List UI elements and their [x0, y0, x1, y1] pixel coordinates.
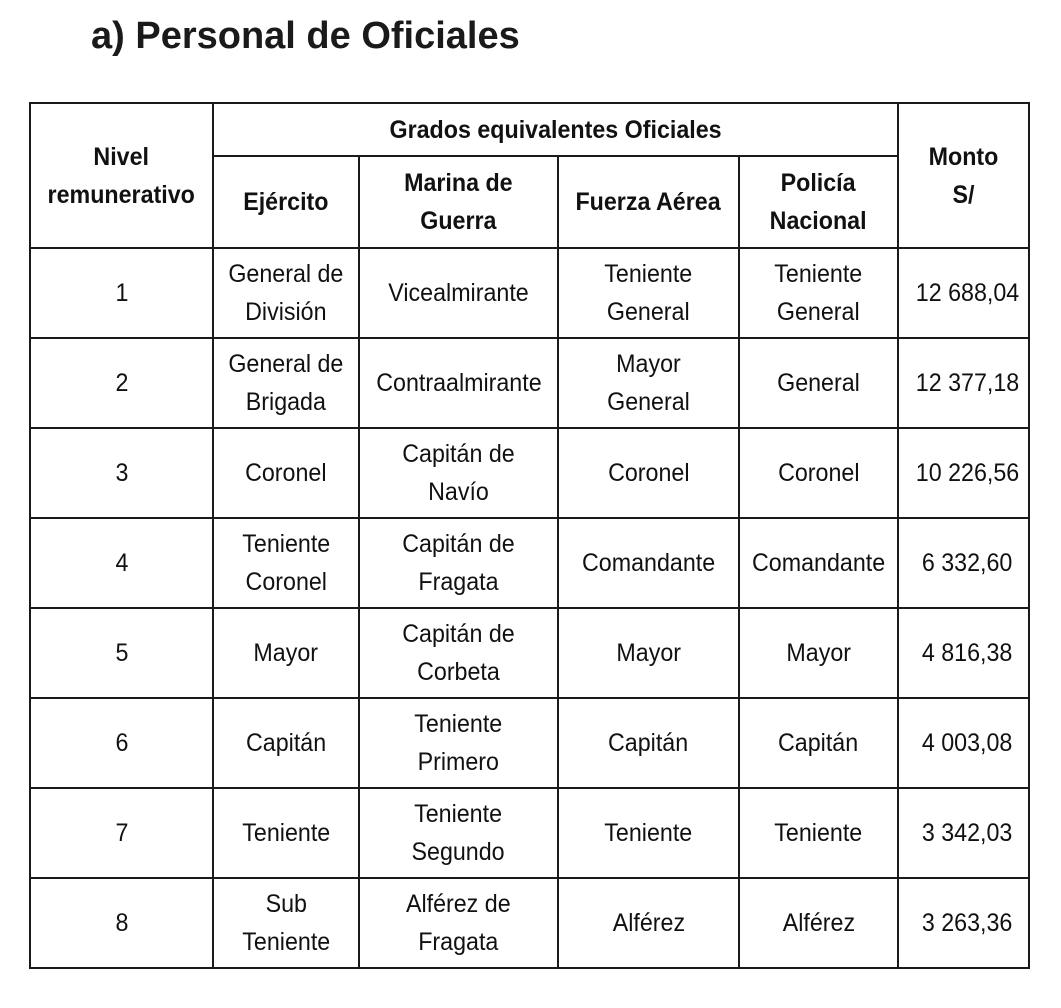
- cell-monto: [898, 608, 1029, 698]
- cell-text: 10 226,56: [915, 459, 1020, 487]
- cell-text: Comandante: [581, 549, 716, 577]
- header-monto-label: Monto S/: [928, 142, 999, 209]
- cell-monto: [898, 698, 1029, 788]
- table-header: [30, 103, 1029, 248]
- cell-policia: [739, 788, 898, 878]
- cell-text: Alférez: [782, 909, 855, 937]
- cell-text: Teniente: [604, 819, 693, 847]
- cell-nivel: [30, 338, 213, 428]
- cell-text: Coronel: [777, 459, 860, 487]
- cell-text: 4 816,38: [921, 639, 1013, 667]
- cell-nivel: [30, 788, 213, 878]
- cell-fuerza-aerea: [558, 428, 739, 518]
- table-row: [30, 788, 1029, 878]
- cell-text: 2: [115, 369, 128, 397]
- cell-ejercito: [213, 698, 359, 788]
- cell-text: Mayor: [786, 639, 851, 667]
- cell-text: Teniente Primero: [414, 710, 503, 776]
- cell-ejercito: [213, 518, 359, 608]
- cell-text: Teniente: [242, 819, 330, 847]
- header-policia-label: Policía Nacional: [770, 169, 867, 235]
- cell-text: Teniente General: [774, 260, 863, 326]
- table-row: [30, 248, 1029, 338]
- cell-text: General: [777, 369, 860, 397]
- cell-text: 7: [115, 819, 128, 847]
- cell-text: General de División: [228, 260, 344, 326]
- cell-policia: [739, 518, 898, 608]
- cell-marina: [359, 248, 558, 338]
- cell-policia: [739, 248, 898, 338]
- cell-policia: [739, 698, 898, 788]
- table-row: [30, 698, 1029, 788]
- header-row-top: [30, 103, 1029, 156]
- table-row: [30, 878, 1029, 968]
- cell-policia: [739, 428, 898, 518]
- cell-monto: [898, 428, 1029, 518]
- table-row: [30, 338, 1029, 428]
- header-marina-de-guerra: [359, 156, 558, 248]
- cell-nivel: [30, 428, 213, 518]
- cell-text: Teniente Segundo: [411, 800, 506, 866]
- cell-marina: [359, 428, 558, 518]
- header-fuerza-aerea: [558, 156, 739, 248]
- cell-monto: [898, 788, 1029, 878]
- cell-text: Alférez: [612, 909, 685, 937]
- cell-text: 6: [115, 729, 128, 757]
- cell-marina: [359, 518, 558, 608]
- cell-fuerza-aerea: [558, 518, 739, 608]
- cell-text: 1: [115, 279, 128, 307]
- cell-text: Teniente: [774, 819, 863, 847]
- cell-text: Coronel: [607, 459, 690, 487]
- cell-text: 5: [115, 639, 128, 667]
- table-row: [30, 428, 1029, 518]
- cell-text: 8: [115, 909, 128, 937]
- cell-nivel: [30, 608, 213, 698]
- cell-text: Capitán de Corbeta: [402, 620, 515, 686]
- cell-text: 4: [115, 549, 128, 577]
- header-nivel-remunerativo: [30, 103, 213, 248]
- cell-text: Mayor: [616, 639, 681, 667]
- cell-text: General de Brigada: [228, 350, 344, 416]
- cell-nivel: [30, 518, 213, 608]
- cell-marina: [359, 608, 558, 698]
- cell-text: Mayor: [253, 639, 319, 667]
- cell-text: 3 263,36: [921, 909, 1013, 937]
- cell-monto: [898, 248, 1029, 338]
- cell-text: Capitán: [608, 729, 689, 757]
- cell-text: 3 342,03: [921, 819, 1013, 847]
- cell-fuerza-aerea: [558, 698, 739, 788]
- cell-nivel: [30, 248, 213, 338]
- cell-text: 6 332,60: [921, 549, 1013, 577]
- header-grados-label: Grados equivalentes Oficiales: [389, 115, 722, 144]
- cell-marina: [359, 878, 558, 968]
- header-monto: [898, 103, 1029, 248]
- cell-text: 12 688,04: [915, 279, 1020, 307]
- cell-fuerza-aerea: [558, 338, 739, 428]
- cell-monto: [898, 338, 1029, 428]
- page-title: a) Personal de Oficiales: [91, 15, 520, 57]
- table-body: [30, 248, 1029, 968]
- cell-text: 12 377,18: [915, 369, 1020, 397]
- cell-text: Sub Teniente: [242, 890, 330, 956]
- cell-marina: [359, 698, 558, 788]
- cell-fuerza-aerea: [558, 608, 739, 698]
- header-policia-nacional: [739, 156, 898, 248]
- cell-ejercito: [213, 608, 359, 698]
- cell-text: Capitán de Fragata: [402, 530, 515, 596]
- cell-text: Contraalmirante: [375, 369, 542, 397]
- cell-text: Mayor General: [607, 350, 690, 416]
- header-nivel-label: Nivel remunerativo: [47, 142, 196, 209]
- cell-text: Comandante: [751, 549, 886, 577]
- table-row: [30, 608, 1029, 698]
- cell-monto: [898, 878, 1029, 968]
- cell-nivel: [30, 698, 213, 788]
- cell-text: Capitán: [245, 729, 327, 757]
- cell-text: Coronel: [245, 459, 327, 487]
- header-grados-equivalentes: [213, 103, 898, 156]
- cell-fuerza-aerea: [558, 878, 739, 968]
- cell-ejercito: [213, 428, 359, 518]
- header-ejercito-label: Ejército: [243, 188, 329, 216]
- cell-text: Teniente Coronel: [242, 530, 330, 596]
- cell-ejercito: [213, 788, 359, 878]
- cell-text: 4 003,08: [921, 729, 1013, 757]
- cell-nivel: [30, 878, 213, 968]
- cell-ejercito: [213, 338, 359, 428]
- cell-text: Capitán de Navío: [402, 440, 515, 506]
- cell-ejercito: [213, 878, 359, 968]
- cell-policia: [739, 878, 898, 968]
- cell-fuerza-aerea: [558, 788, 739, 878]
- cell-policia: [739, 338, 898, 428]
- header-marina-label: Marina de Guerra: [404, 169, 513, 235]
- cell-fuerza-aerea: [558, 248, 739, 338]
- cell-ejercito: [213, 248, 359, 338]
- salary-table: [29, 102, 1030, 969]
- cell-text: Capitán: [778, 729, 859, 757]
- cell-marina: [359, 788, 558, 878]
- cell-policia: [739, 608, 898, 698]
- table-row: [30, 518, 1029, 608]
- cell-marina: [359, 338, 558, 428]
- cell-text: 3: [115, 459, 128, 487]
- cell-text: Teniente General: [604, 260, 693, 326]
- header-fuerza-aerea-label: Fuerza Aérea: [575, 188, 722, 216]
- header-ejercito: [213, 156, 359, 248]
- cell-text: Vicealmirante: [388, 279, 529, 307]
- cell-text: Alférez de Fragata: [406, 890, 511, 956]
- cell-monto: [898, 518, 1029, 608]
